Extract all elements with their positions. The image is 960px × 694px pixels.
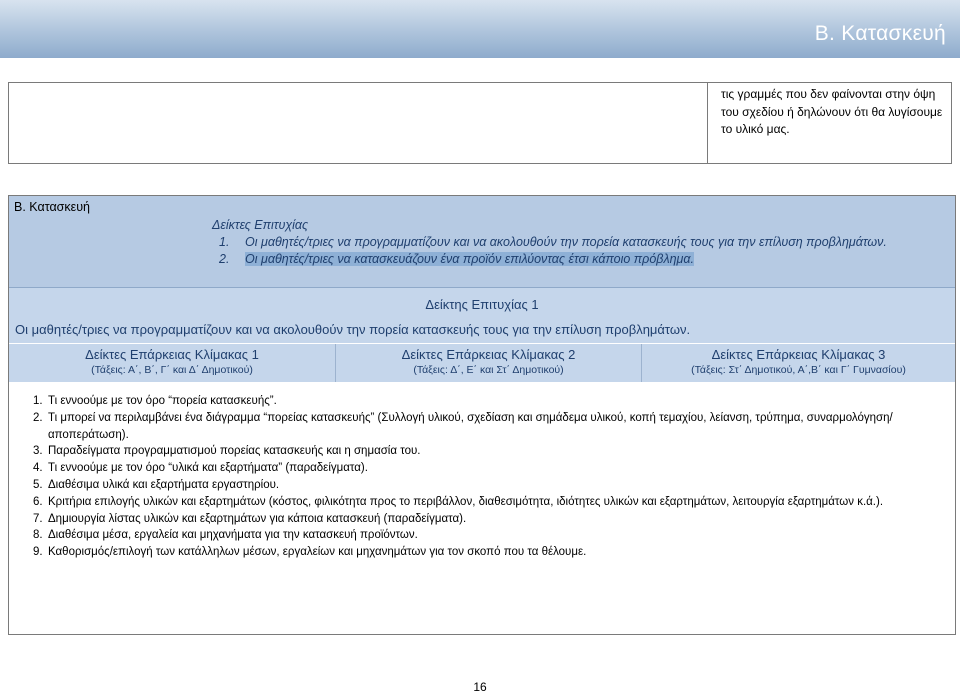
list-number: 5. [33, 478, 43, 491]
list-text: Τι εννοούμε με τον όρο “υλικά και εξαρτήματα” (παραδείγματα). [48, 462, 368, 475]
level-title: Δείκτες Επάρκειας Κλίμακας 2 [401, 347, 576, 362]
level-subtitle: (Τάξεις: Α΄, Β΄, Γ΄ και Δ΄ Δημοτικού) [91, 364, 253, 376]
indicator-text: Οι μαθητές/τριες να προγραμματίζουν και να ακολουθούν την πορεία κατασκευής τους για την επίλυση προβλημάτων. [245, 235, 887, 249]
section-label: Β. Κατασκευή [14, 200, 91, 214]
top-table-box [8, 82, 952, 164]
level-cell-2 [335, 344, 641, 382]
indicator-text: Οι μαθητές/τριες να κατασκευάζουν ένα προϊόν επιλύοντας έτσι κάποιο πρόβλημα. [245, 252, 694, 266]
list-text: Παραδείγματα προγραμματισμού πορείας κατασκευής και η σημασία του. [48, 445, 421, 458]
list-item [33, 511, 943, 528]
level-subtitle: (Τάξεις: Στ΄ Δημοτικού, Α΄,Β΄ και Γ΄ Γυμνασίου) [691, 364, 906, 376]
list-item [33, 460, 943, 477]
indicator-item [219, 234, 919, 251]
success-indicator-text: Οι μαθητές/τριες να προγραμματίζουν και να ακολουθούν την πορεία κατασκευής τους για την επίλυση προβλημάτων. [15, 322, 691, 337]
list-item [33, 393, 943, 410]
header-bar [0, 0, 960, 58]
list-number: 2. [33, 411, 43, 424]
indicators-heading: Δείκτες Επιτυχίας [212, 218, 309, 232]
level-cell-1 [9, 344, 335, 382]
level-title: Δείκτες Επάρκειας Κλίμακας 3 [711, 347, 886, 362]
list-item [33, 443, 943, 460]
list-item [33, 410, 943, 444]
top-box-text: τις γραμμές που δεν φαίνονται στην όψη του σχεδίου ή δηλώνουν ότι θα λυγίσουμε το υλικό μας. [721, 87, 943, 136]
list-item [33, 527, 943, 544]
list-item [33, 544, 943, 561]
list-item [33, 494, 943, 511]
table-divider [707, 83, 708, 163]
list-text: Τι εννοούμε με τον όρο “πορεία κατασκευής”. [48, 395, 277, 407]
list-number: 7. [33, 512, 43, 525]
indicator-item [219, 251, 919, 268]
list-text: Κριτήρια επιλογής υλικών και εξαρτημάτων (κόστος, φιλικότητα προς το περιβάλλον, διαθεσιμότητα, ιδιότητες υλικών και εξαρτημάτων, λειτουργία εξαρτημάτων κ.ά.). [48, 495, 884, 508]
list-item [33, 477, 943, 494]
main-table-box [8, 195, 956, 635]
header-title: Β. Κατασκευή [814, 22, 946, 45]
success-indicator-title: Δείκτης Επιτυχίας 1 [425, 297, 539, 312]
questions-list [33, 393, 943, 561]
page-number: 16 [473, 680, 487, 694]
indicators-header [9, 196, 955, 288]
indicators-list [219, 234, 919, 268]
level-title: Δείκτες Επάρκειας Κλίμακας 1 [85, 347, 259, 362]
list-number: 9. [33, 546, 43, 559]
list-text: Διαθέσιμα υλικά και εξαρτήματα εργαστηρίου. [48, 478, 280, 491]
list-text: Δημιουργία λίστας υλικών και εξαρτημάτων για κάποια κατασκευή (παραδείγματα). [48, 512, 467, 525]
list-text: Καθορισμός/επιλογή των κατάλληλων μέσων, εργαλείων και μηχανημάτων για τον σκοπό που τα θέλουμε. [48, 546, 587, 559]
levels-row [9, 344, 955, 382]
list-number: 4. [33, 462, 43, 475]
indicator-number: 1. [219, 235, 230, 249]
indicators-area [9, 196, 955, 343]
indicator-number: 2. [219, 252, 230, 266]
list-number: 1. [33, 395, 43, 407]
level-cell-3 [641, 344, 955, 382]
list-number: 3. [33, 445, 43, 458]
list-text: Διαθέσιμα μέσα, εργαλεία και μηχανήματα για την κατασκευή προϊόντων. [48, 529, 418, 542]
level-subtitle: (Τάξεις: Δ΄, Ε΄ και Στ΄ Δημοτικού) [413, 364, 564, 376]
list-text: Τι μπορεί να περιλαμβάνει ένα διάγραμμα “πορείας κατασκευής” (Συλλογή υλικού, σχεδίαση και σημάδεμα υλικού, κοπή τεμαχίου, λείανση, τρύπημα, συναρμολόγηση/ αποπεράτωση). [48, 411, 893, 441]
list-number: 6. [33, 495, 43, 508]
list-number: 8. [33, 529, 43, 542]
